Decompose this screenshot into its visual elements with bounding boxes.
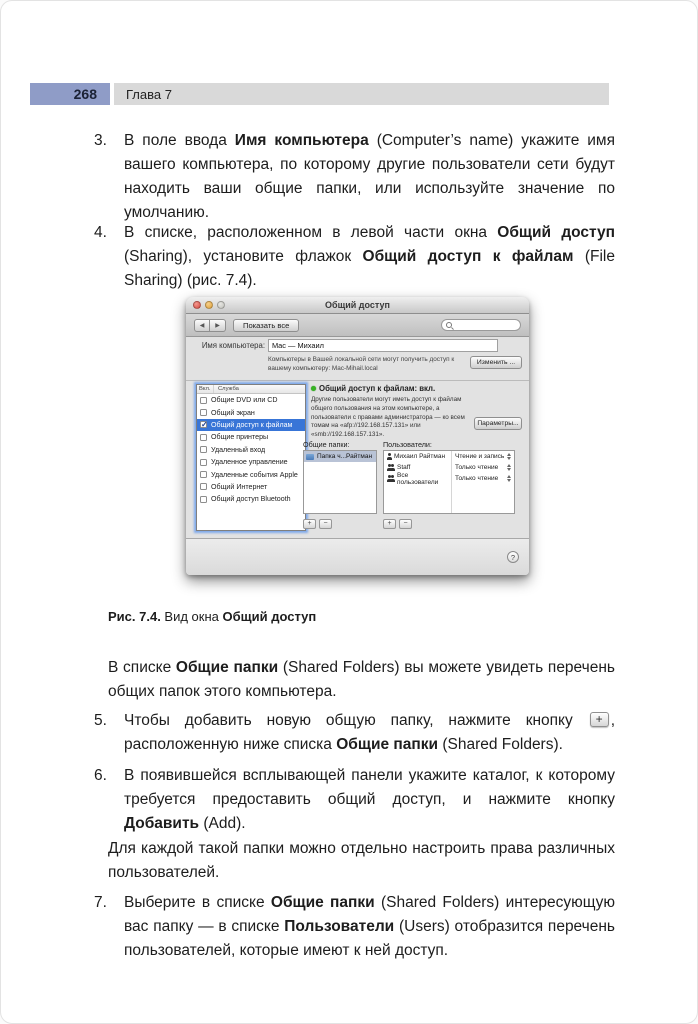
permission-value: Чтение и запись <box>455 453 505 460</box>
service-row[interactable] <box>197 431 305 443</box>
item-number: 7. <box>94 894 107 911</box>
computer-name-field[interactable]: Mac — Михаил <box>268 339 498 352</box>
service-checkbox[interactable] <box>200 409 207 416</box>
service-checkbox[interactable] <box>200 471 207 478</box>
users-label: Пользователи: <box>383 440 432 449</box>
service-row[interactable] <box>197 456 305 468</box>
file-sharing-status <box>311 384 435 393</box>
file-sharing-description: Другие пользователи могут иметь доступ к файлам общего пользования на этом компьютере, а пользователи с правами администратора — ко всем томам на «afp://192.168.157.131» или «smb://192.168.157.131». <box>311 396 465 439</box>
add-folder-button[interactable]: + <box>303 519 316 529</box>
service-row-selected[interactable] <box>197 419 305 431</box>
service-label: Общий доступ Bluetooth <box>211 495 291 504</box>
figure-caption: Рис. 7.4. Вид окна Общий доступ <box>108 609 317 624</box>
group-icon <box>386 464 395 471</box>
shared-folders-label: Общие папки: <box>303 440 350 449</box>
back-button[interactable]: ◀ <box>194 319 210 332</box>
shared-folders-list <box>303 450 377 514</box>
services-list-header <box>197 385 305 394</box>
paragraph: В списке Общие папки (Shared Folders) вы можете увидеть перечень общих папок этого компьютера. <box>108 659 615 700</box>
service-checkbox-checked[interactable] <box>200 421 207 428</box>
permission-value: Только чтение <box>455 464 499 471</box>
permission-dropdown[interactable] <box>451 453 514 460</box>
window-title: Общий доступ <box>325 300 390 310</box>
window-content <box>186 337 529 538</box>
window-titlebar <box>186 297 529 314</box>
service-label: Общий Интернет <box>211 482 268 491</box>
service-row[interactable] <box>197 468 305 480</box>
item-number: 4. <box>94 224 107 241</box>
service-row[interactable] <box>197 394 305 406</box>
forward-button[interactable]: ▶ <box>210 319 226 332</box>
service-row[interactable] <box>197 493 305 505</box>
computer-name-description: Компьютеры в Вашей локальной сети могут получить доступ к вашему компьютеру: Mac-Mihail.local <box>268 356 455 372</box>
service-row[interactable] <box>197 481 305 493</box>
user-name: Михаил Райтман <box>394 453 446 460</box>
divider <box>186 380 529 381</box>
service-checkbox[interactable] <box>200 446 207 453</box>
page-header <box>30 83 609 105</box>
list-item-7 <box>94 891 615 963</box>
column-on: Вкл. <box>197 385 214 393</box>
user-row[interactable] <box>384 473 514 484</box>
status-on-icon <box>311 386 316 391</box>
help-button[interactable]: ? <box>507 551 519 563</box>
figure-sharing-window <box>186 297 529 575</box>
stepper-arrows-icon <box>507 453 511 460</box>
service-checkbox[interactable] <box>200 434 207 441</box>
group-icon <box>386 475 395 482</box>
service-row[interactable] <box>197 406 305 418</box>
search-input[interactable] <box>441 319 521 331</box>
remove-user-button[interactable]: − <box>399 519 412 529</box>
list-item-6 <box>94 764 615 836</box>
service-label: Общие принтеры <box>211 433 269 442</box>
window-footer <box>186 538 529 575</box>
user-row[interactable] <box>384 451 514 462</box>
stepper-arrows-icon <box>507 475 511 482</box>
item-number: 6. <box>94 767 107 784</box>
service-checkbox[interactable] <box>200 459 207 466</box>
paragraph: Для каждой такой папки можно отдельно настроить права различных пользователей. <box>108 840 615 881</box>
service-label: Общий доступ к файлам <box>211 420 293 429</box>
service-label: Удаленные события Apple <box>211 470 298 479</box>
list-item-3 <box>94 129 615 225</box>
search-icon <box>446 322 452 328</box>
minimize-icon[interactable] <box>205 301 213 309</box>
item-text: В списке, расположенном в левой части окна Общий доступ (Sharing), установите флажок Общий доступ к файлам (File Sharing) (рис. 7.4). <box>124 224 615 289</box>
traffic-lights <box>193 301 225 309</box>
permission-dropdown[interactable] <box>451 475 514 482</box>
service-checkbox[interactable] <box>200 496 207 503</box>
nav-buttons <box>194 319 226 332</box>
options-button[interactable]: Параметры... <box>474 417 522 430</box>
item-text: Чтобы добавить новую общую папку, нажмите кнопку + , расположенную ниже списка Общие папки (Shared Folders). <box>124 712 615 753</box>
folder-name: Папка ч...Райтман <box>317 453 373 460</box>
remove-folder-button[interactable]: − <box>319 519 332 529</box>
users-list <box>383 450 515 514</box>
list-item-4 <box>94 221 615 293</box>
show-all-button[interactable]: Показать все <box>233 319 299 332</box>
item-text: Выберите в списке Общие папки (Shared Folders) интересующую вас папку — в списке Пользователи (Users) отобразится перечень пользователей, которые имеют к ней доступ. <box>124 894 615 959</box>
status-text: Общий доступ к файлам: вкл. <box>319 384 436 393</box>
chapter-title: Глава 7 <box>114 83 609 105</box>
folders-add-remove <box>303 519 332 529</box>
permission-value: Только чтение <box>455 475 499 482</box>
item-number: 3. <box>94 132 107 149</box>
service-label: Общий экран <box>211 408 255 417</box>
service-label: Общие DVD или CD <box>211 396 278 405</box>
computer-name-label: Имя компьютера: <box>201 341 265 350</box>
column-service: Служба <box>218 386 239 392</box>
user-icon <box>386 453 392 460</box>
zoom-icon[interactable] <box>217 301 225 309</box>
close-icon[interactable] <box>193 301 201 309</box>
user-name: Все пользователи <box>397 471 439 486</box>
service-label: Удаленный вход <box>211 445 266 454</box>
list-item-5 <box>94 709 615 757</box>
edit-button[interactable]: Изменить ... <box>470 356 522 369</box>
add-user-button[interactable]: + <box>383 519 396 529</box>
stepper-arrows-icon <box>507 464 511 471</box>
service-row[interactable] <box>197 444 305 456</box>
users-add-remove <box>383 519 412 529</box>
services-list <box>196 384 306 531</box>
permission-dropdown[interactable] <box>451 464 514 471</box>
shared-folder-row-selected[interactable] <box>304 451 376 462</box>
item-text: В появившейся всплывающей панели укажите каталог, к которому требуется предоставить общий доступ, и нажмите кнопку Добавить (Add). <box>124 767 615 832</box>
folder-icon <box>306 454 314 460</box>
service-checkbox[interactable] <box>200 483 207 490</box>
item-text: В поле ввода Имя компьютера (Computer’s name) укажите имя вашего компьютера, по которому другие пользователи сети будут находить ваши общие папки, или используйте значение по умолчанию. <box>124 132 615 221</box>
item-number: 5. <box>94 712 107 729</box>
user-name: Staff <box>397 464 411 471</box>
service-label: Удаленное управление <box>211 458 288 467</box>
window-toolbar <box>186 314 529 337</box>
service-checkbox[interactable] <box>200 397 207 404</box>
page-number: 268 <box>30 83 110 105</box>
